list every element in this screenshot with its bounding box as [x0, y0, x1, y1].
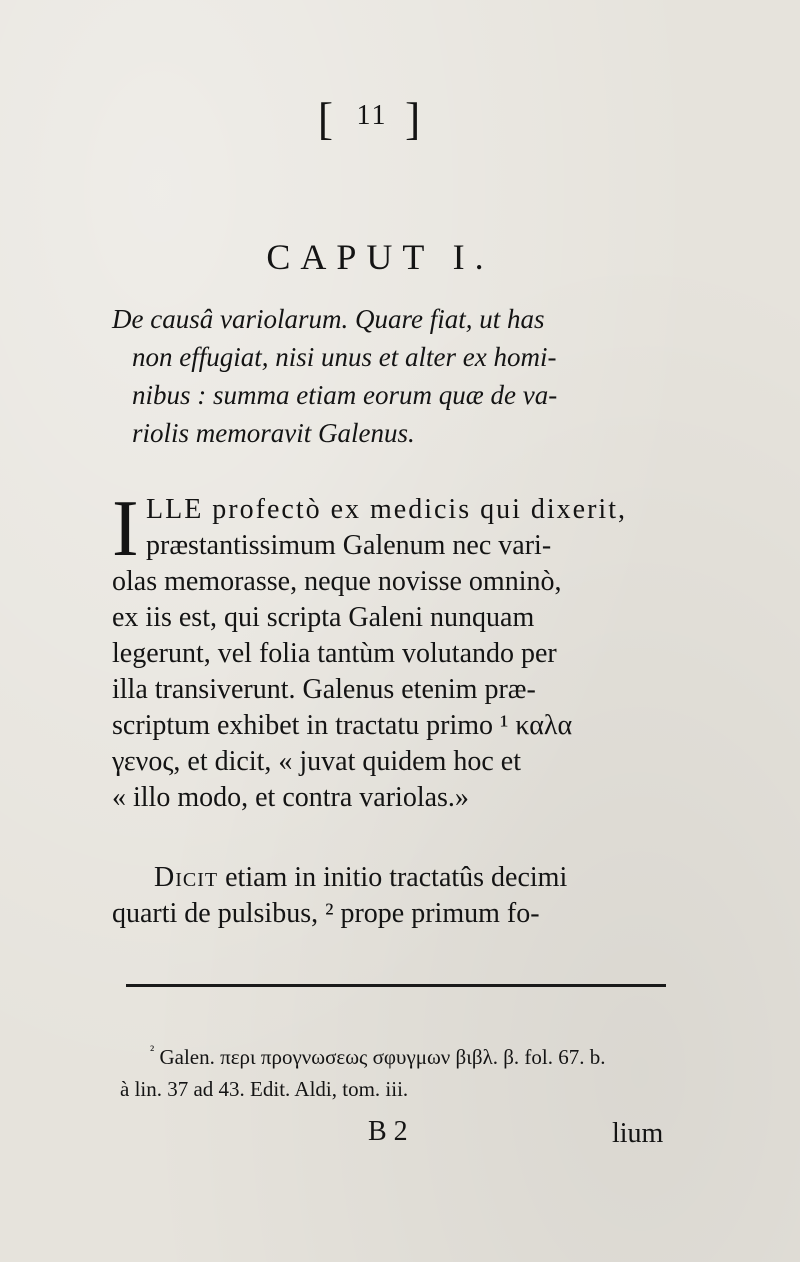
paragraph-line: præstantissimum Galenum nec vari-	[146, 530, 552, 561]
footnote-line	[120, 1036, 680, 1073]
bracket-close: ]	[404, 93, 427, 144]
footnote-line: à lin. 37 ad 43. Edit. Aldi, tom. iii.	[120, 1077, 409, 1101]
signature-mark: B 2	[368, 1116, 408, 1147]
drop-cap: I	[112, 485, 139, 573]
summary-line: De causâ variolarum. Quare fiat, ut has	[112, 304, 545, 334]
page-number	[282, 92, 462, 145]
summary-line: riolis memoravit Galenus.	[132, 418, 415, 448]
paragraph-line: « illo modo, et contra variolas.»	[112, 782, 469, 813]
paragraph-lead-word: Dicit	[154, 862, 219, 893]
chapter-title: CAPUT I.	[266, 237, 494, 277]
catchword: lium	[612, 1118, 664, 1149]
paragraph-line: γενος, et dicit, « juvat quidem hoc et	[112, 746, 521, 777]
paragraph-line: ex iis est, qui scripta Galeni nunquam	[112, 602, 535, 633]
footnote	[120, 1036, 680, 1105]
paragraph-line	[112, 860, 672, 896]
bracket-open: [	[317, 93, 340, 144]
paragraph-line: quarti de pulsibus, ² prope primum fo-	[112, 898, 540, 929]
paragraph-2	[112, 860, 672, 932]
summary-line: non effugiat, nisi unus et alter ex homi-	[132, 342, 557, 372]
paragraph-line: legerunt, vel folia tantùm volutando per	[112, 638, 557, 669]
footnote-line-text: Galen. περι προγνωσεως σφυγμων βιβλ. β. fol. 67. b.	[159, 1045, 606, 1069]
footnote-rule	[126, 984, 666, 987]
paragraph-line: LLE profectò ex medicis qui dixerit,	[146, 494, 627, 525]
paragraph-1	[112, 485, 672, 816]
footnote-marker: ²	[150, 1044, 155, 1059]
paragraph-line-rest: etiam in initio tractatûs decimi	[218, 862, 568, 893]
paragraph-line: olas memorasse, neque novisse omninò,	[112, 566, 562, 597]
chapter-summary	[112, 300, 657, 452]
paragraph-line: illa transiverunt. Galenus etenim præ-	[112, 674, 536, 705]
summary-line: nibus : summa etiam eorum quæ de va-	[132, 380, 558, 410]
page-number-value: 11	[356, 100, 388, 131]
paragraph-line: scriptum exhibet in tractatu primo ¹ καλα	[112, 710, 573, 741]
